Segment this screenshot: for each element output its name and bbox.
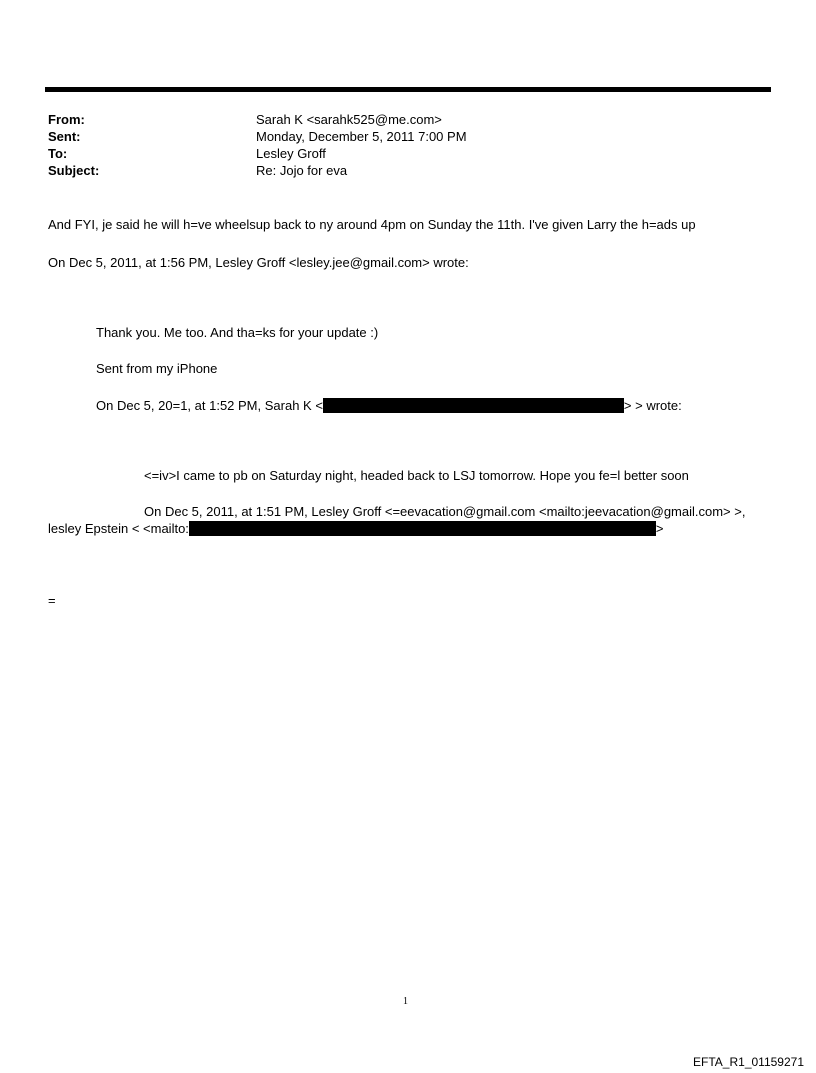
nested-quoted-text: <=iv>I came to pb on Saturday night, headed back to LSJ tomorrow. Hope you fe=l better soon	[144, 468, 689, 483]
nested-attribution-text: lesley Epstein < <mailto:	[48, 521, 189, 536]
signature-line: Sent from my iPhone	[96, 361, 218, 376]
nested-attribution: On Dec 5, 2011, at 1:51 PM, Lesley Groff <=eevacation@gmail.com <mailto:jeevacation@gmail.com> >,	[144, 504, 746, 519]
document-id: EFTA_R1_01159271	[693, 1055, 804, 1069]
to-label: To:	[48, 146, 68, 161]
sent-label: Sent:	[48, 129, 81, 144]
redaction-block	[323, 398, 624, 413]
quoted-attribution	[96, 397, 682, 414]
quoted-text: Thank you. Me too. And tha=ks for your update :)	[96, 325, 379, 340]
sent-value: Monday, December 5, 2011 7:00 PM	[256, 129, 467, 144]
quoted-attribution-tail: > > wrote:	[623, 398, 682, 413]
redaction-block	[189, 521, 656, 536]
header-divider	[45, 87, 771, 92]
page-number: 1	[403, 996, 408, 1007]
to-value: Lesley Groff	[256, 146, 326, 161]
subject-value: Re: Jojo for eva	[256, 163, 348, 178]
reply-attribution: On Dec 5, 2011, at 1:56 PM, Lesley Groff <lesley.jee@gmail.com> wrote:	[48, 255, 469, 270]
quoted-attribution-text: On Dec 5, 20=1, at 1:52 PM, Sarah K <	[96, 398, 323, 413]
from-label: From:	[48, 112, 85, 127]
stray-equals: =	[48, 593, 56, 608]
nested-attribution-tail: >	[655, 521, 664, 536]
subject-label: Subject:	[48, 163, 100, 178]
body-line: And FYI, je said he will h=ve wheelsup back to ny around 4pm on Sunday the 11th. I've given Larry the h=ads up	[48, 217, 696, 232]
from-value: Sarah K <sarahk525@me.com>	[256, 112, 442, 127]
nested-attribution-cont	[48, 520, 664, 537]
